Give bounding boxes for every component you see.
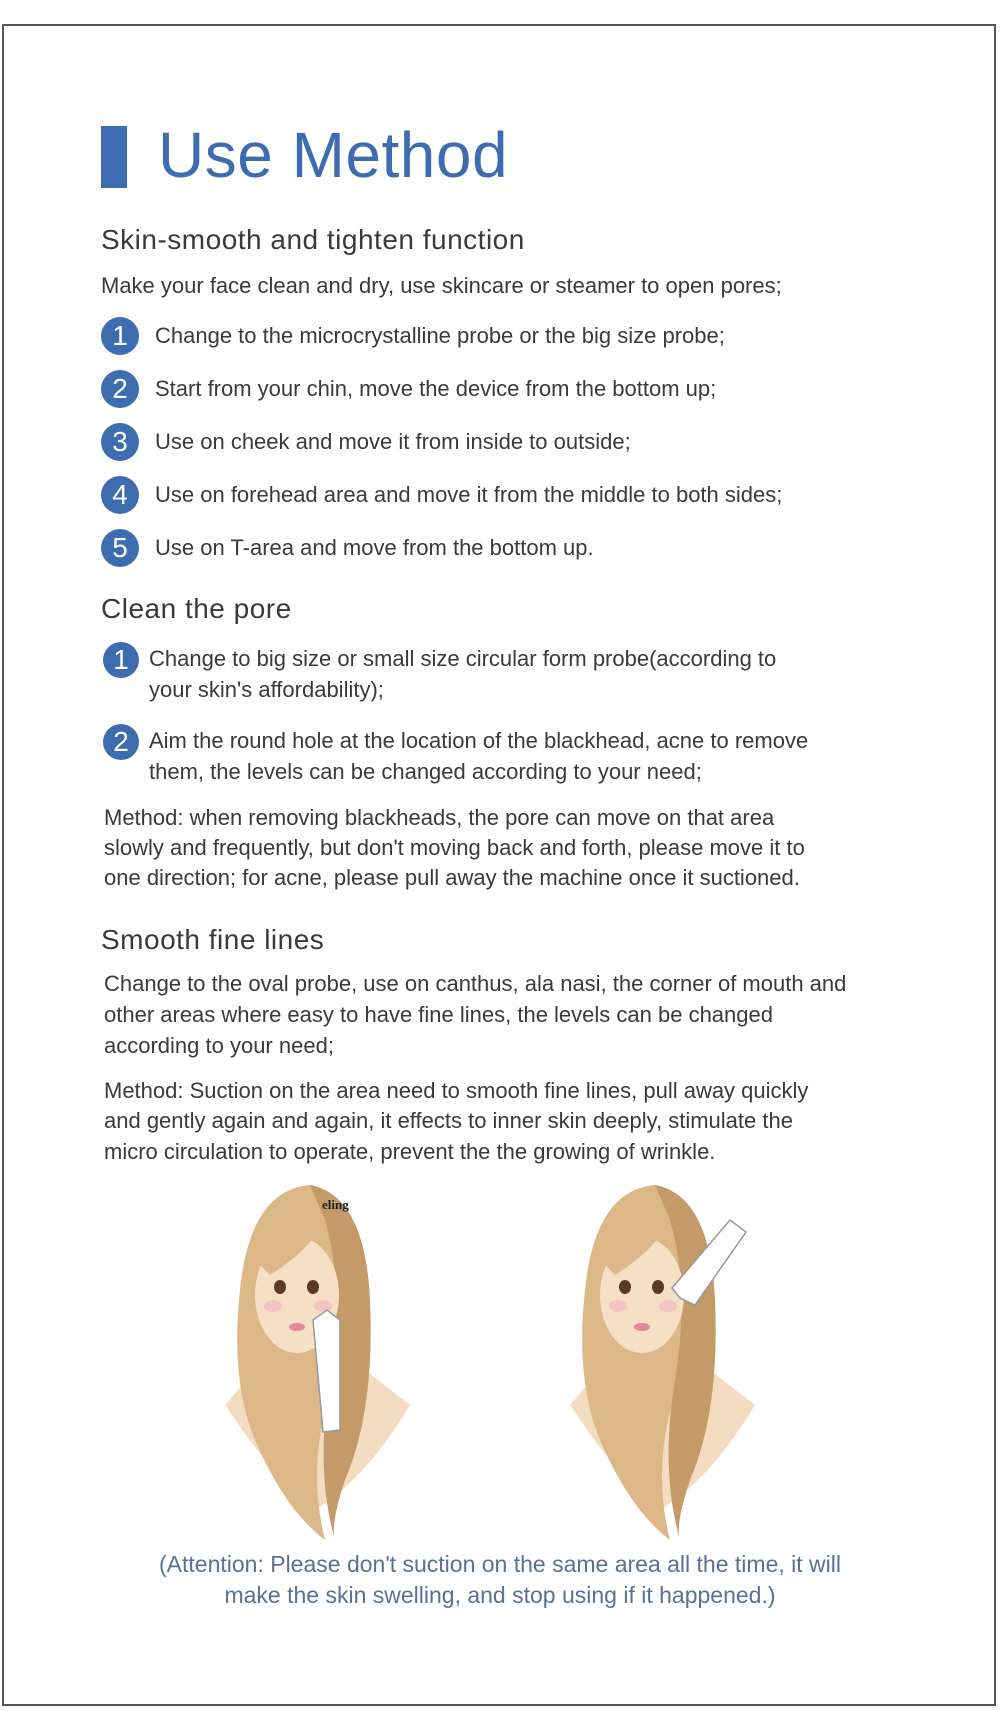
woman-illustration-chin: [215, 1180, 415, 1540]
step-text-line: them, the levels can be changed according to your need;: [149, 759, 702, 784]
woman-illustration-eye: [560, 1180, 780, 1540]
illustration-artifact-text: eling: [322, 1197, 349, 1212]
step-text: Start from your chin, move the device from the bottom up;: [155, 376, 717, 401]
step-number-badge: 1: [101, 317, 139, 355]
section-intro: Make your face clean and dry, use skincare or steamer to open pores;: [101, 273, 782, 298]
attention-note-line: make the skin swelling, and stop using if it happened.): [224, 1582, 776, 1608]
step-text: Use on forehead area and move it from the middle to both sides;: [155, 482, 783, 507]
step-number-badge: 2: [103, 724, 139, 760]
step-number-badge: 1: [103, 642, 139, 678]
body-text-line: Change to the oval probe, use on canthus, ala nasi, the corner of mouth and: [104, 971, 847, 996]
section-heading-fine-lines: Smooth fine lines: [101, 924, 325, 955]
step-text: Use on T-area and move from the bottom up.: [155, 535, 594, 560]
attention-note-line: (Attention: Please don't suction on the same area all the time, it will: [159, 1551, 841, 1577]
step-text: Use on cheek and move it from inside to outside;: [155, 429, 631, 454]
step-number-badge: 3: [101, 423, 139, 461]
step-text-line: your skin's affordability);: [149, 677, 384, 702]
page-title: Use Method: [158, 119, 509, 191]
method-text-line: and gently again and again, it effects to inner skin deeply, stimulate the: [104, 1108, 793, 1133]
step-text: Change to the microcrystalline probe or the big size probe;: [155, 323, 725, 348]
step-number-badge: 2: [101, 370, 139, 408]
body-text-line: other areas where easy to have fine lines, the levels can be changed: [104, 1002, 773, 1027]
section-heading-clean-pore: Clean the pore: [101, 593, 292, 624]
step-number-badge: 4: [101, 476, 139, 514]
step-number-badge: 5: [101, 529, 139, 567]
step-text-line: Aim the round hole at the location of the blackhead, acne to remove: [149, 728, 809, 753]
body-text-line: according to your need;: [104, 1033, 334, 1058]
title-accent-bar: [101, 126, 127, 188]
method-text-line: one direction; for acne, please pull away the machine once it suctioned.: [104, 865, 800, 890]
step-text-line: Change to big size or small size circular form probe(according to: [149, 646, 777, 671]
method-text-line: Method: Suction on the area need to smooth fine lines, pull away quickly: [104, 1078, 809, 1103]
method-text-line: micro circulation to operate, prevent the the growing of wrinkle.: [104, 1139, 716, 1164]
method-text-line: Method: when removing blackheads, the pore can move on that area: [104, 805, 775, 830]
section-heading-skin-smooth: Skin-smooth and tighten function: [101, 224, 525, 255]
method-text-line: slowly and frequently, but don't moving back and forth, please move it to: [104, 835, 805, 860]
